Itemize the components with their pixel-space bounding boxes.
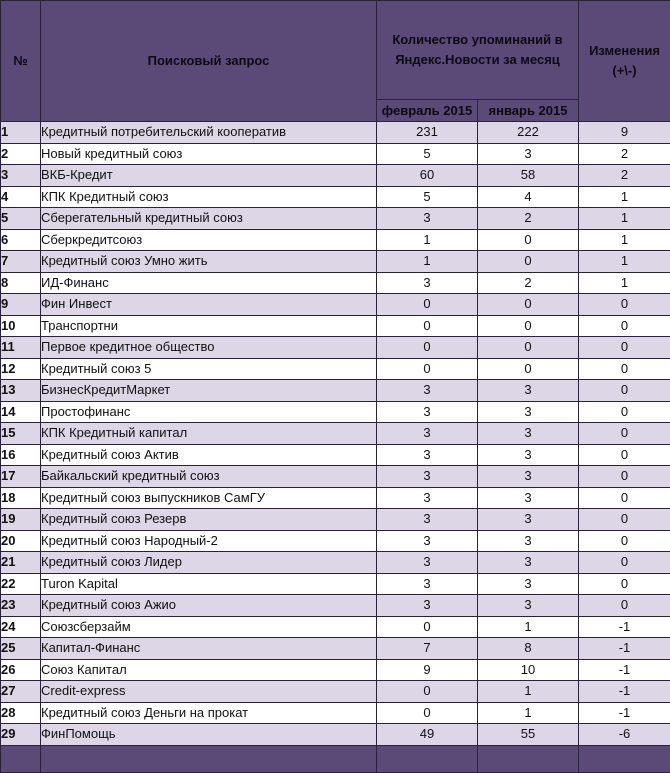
- cell-num: 28: [1, 702, 41, 724]
- cell-jan: 3: [478, 509, 579, 531]
- cell-jan: 58: [478, 165, 579, 187]
- table-row: [1, 294, 670, 316]
- cell-query: Кредитный потребительский кооператив: [41, 122, 377, 144]
- table-row: [1, 595, 670, 617]
- cell-feb: 3: [377, 401, 478, 423]
- cell-change: 0: [579, 530, 670, 552]
- cell-change: 0: [579, 401, 670, 423]
- table-row: [1, 616, 670, 638]
- cell-query: Turon Kapital: [41, 573, 377, 595]
- table-row: [1, 466, 670, 488]
- cell-change: 2: [579, 165, 670, 187]
- cell-jan: 3: [478, 595, 579, 617]
- cell-num: 26: [1, 659, 41, 681]
- cell-query: Кредитный союз Народный-2: [41, 530, 377, 552]
- table-row: [1, 380, 670, 402]
- cell-query: Транспортни: [41, 315, 377, 337]
- cell-query: Кредитный союз Актив: [41, 444, 377, 466]
- cell-num: 12: [1, 358, 41, 380]
- cell-num: 8: [1, 272, 41, 294]
- cell-change: 0: [579, 423, 670, 445]
- cell-feb: 5: [377, 186, 478, 208]
- cell-change: 0: [579, 487, 670, 509]
- table-row: [1, 272, 670, 294]
- cell-jan: 222: [478, 122, 579, 144]
- cell-feb: 3: [377, 487, 478, 509]
- cell-query: Сберегательный кредитный союз: [41, 208, 377, 230]
- table-row: [1, 358, 670, 380]
- cell-num: 25: [1, 638, 41, 660]
- table-row: [1, 423, 670, 445]
- cell-change: 0: [579, 509, 670, 531]
- cell-num: 10: [1, 315, 41, 337]
- cell-change: 0: [579, 337, 670, 359]
- cell-change: -1: [579, 659, 670, 681]
- cell-change: 1: [579, 186, 670, 208]
- cell-change: 1: [579, 272, 670, 294]
- table-row: [1, 444, 670, 466]
- cell-query: ВКБ-Кредит: [41, 165, 377, 187]
- cell-num: 3: [1, 165, 41, 187]
- cell-change: -1: [579, 638, 670, 660]
- cell-jan: 0: [478, 315, 579, 337]
- cell-feb: 7: [377, 638, 478, 660]
- table-row: [1, 208, 670, 230]
- cell-query: Кредитный союз выпускников СамГУ: [41, 487, 377, 509]
- cell-num: 24: [1, 616, 41, 638]
- cell-change: -1: [579, 702, 670, 724]
- cell-num: 16: [1, 444, 41, 466]
- cell-num: 9: [1, 294, 41, 316]
- cell-feb: 3: [377, 509, 478, 531]
- table-row: [1, 638, 670, 660]
- cell-change: -1: [579, 681, 670, 703]
- table-row: [1, 401, 670, 423]
- table-row: [1, 509, 670, 531]
- cell-jan: 3: [478, 401, 579, 423]
- cell-change: 0: [579, 444, 670, 466]
- cell-jan: 1: [478, 681, 579, 703]
- table-row: [1, 337, 670, 359]
- table-row: [1, 681, 670, 703]
- cell-query: Фин Инвест: [41, 294, 377, 316]
- cell-change: 1: [579, 229, 670, 251]
- cell-feb: 1: [377, 251, 478, 273]
- cell-jan: 1: [478, 616, 579, 638]
- cell-num: 21: [1, 552, 41, 574]
- cell-query: КПК Кредитный капитал: [41, 423, 377, 445]
- cell-query: Союзсберзайм: [41, 616, 377, 638]
- table-row: [1, 573, 670, 595]
- cell-num: 19: [1, 509, 41, 531]
- cell-change: 2: [579, 143, 670, 165]
- cell-feb: 3: [377, 573, 478, 595]
- cell-jan: 3: [478, 530, 579, 552]
- cell-query: Кредитный союз Ажио: [41, 595, 377, 617]
- cell-feb: 3: [377, 380, 478, 402]
- cell-jan: 3: [478, 444, 579, 466]
- cell-query: КПК Кредитный союз: [41, 186, 377, 208]
- cell-query: Кредитный союз Деньги на прокат: [41, 702, 377, 724]
- cell-feb: 3: [377, 444, 478, 466]
- cell-jan: 3: [478, 423, 579, 445]
- cell-num: 13: [1, 380, 41, 402]
- cell-feb: 1: [377, 229, 478, 251]
- cell-change: 0: [579, 358, 670, 380]
- table-row: [1, 251, 670, 273]
- cell-query: Credit-express: [41, 681, 377, 703]
- table-row: [1, 122, 670, 144]
- cell-change: 0: [579, 315, 670, 337]
- cell-jan: 0: [478, 337, 579, 359]
- cell-feb: 3: [377, 466, 478, 488]
- cell-jan: 3: [478, 143, 579, 165]
- cell-feb: 0: [377, 681, 478, 703]
- cell-change: 0: [579, 552, 670, 574]
- cell-num: 6: [1, 229, 41, 251]
- cell-query: ИД-Финанс: [41, 272, 377, 294]
- cell-num: 15: [1, 423, 41, 445]
- cell-feb: 0: [377, 616, 478, 638]
- cell-jan: 3: [478, 552, 579, 574]
- cell-jan: 3: [478, 573, 579, 595]
- cell-change: 1: [579, 208, 670, 230]
- cell-feb: 3: [377, 552, 478, 574]
- cell-change: 0: [579, 595, 670, 617]
- table-row: [1, 143, 670, 165]
- cell-jan: 1: [478, 702, 579, 724]
- header-query: Поисковый запрос: [41, 1, 377, 122]
- header-change: Изменения (+\-): [579, 1, 670, 122]
- cell-num: 11: [1, 337, 41, 359]
- cell-feb: 3: [377, 272, 478, 294]
- cell-feb: 0: [377, 315, 478, 337]
- cell-feb: 231: [377, 122, 478, 144]
- cell-jan: 0: [478, 358, 579, 380]
- cell-change: 9: [579, 122, 670, 144]
- cell-num: 18: [1, 487, 41, 509]
- cell-feb: 0: [377, 294, 478, 316]
- header-row: [1, 1, 670, 100]
- cell-jan: 8: [478, 638, 579, 660]
- cell-feb: 49: [377, 724, 478, 746]
- cell-query: Капитал-Финанс: [41, 638, 377, 660]
- cell-jan: 10: [478, 659, 579, 681]
- cell-query: Кредитный союз Умно жить: [41, 251, 377, 273]
- cell-num: 22: [1, 573, 41, 595]
- cell-feb: 0: [377, 337, 478, 359]
- cell-change: 0: [579, 380, 670, 402]
- cell-feb: 0: [377, 702, 478, 724]
- cell-change: 0: [579, 294, 670, 316]
- cell-query: Кредитный союз 5: [41, 358, 377, 380]
- cell-num: 2: [1, 143, 41, 165]
- cell-query: Первое кредитное общество: [41, 337, 377, 359]
- cell-num: 7: [1, 251, 41, 273]
- cell-num: 23: [1, 595, 41, 617]
- cell-query: Кредитный союз Лидер: [41, 552, 377, 574]
- table-row: [1, 530, 670, 552]
- table-row: [1, 724, 670, 746]
- header-feb: февраль 2015: [377, 100, 478, 122]
- table-row: [1, 186, 670, 208]
- cell-num: 4: [1, 186, 41, 208]
- header-num: №: [1, 1, 41, 122]
- cell-feb: 3: [377, 208, 478, 230]
- table-row: [1, 487, 670, 509]
- cell-query: Новый кредитный союз: [41, 143, 377, 165]
- cell-num: 20: [1, 530, 41, 552]
- cell-feb: 5: [377, 143, 478, 165]
- cell-change: 0: [579, 466, 670, 488]
- cell-jan: 3: [478, 466, 579, 488]
- cell-feb: 0: [377, 358, 478, 380]
- table-row: [1, 315, 670, 337]
- cell-jan: 2: [478, 272, 579, 294]
- cell-num: 1: [1, 122, 41, 144]
- cell-jan: 3: [478, 487, 579, 509]
- cell-change: -6: [579, 724, 670, 746]
- cell-change: -1: [579, 616, 670, 638]
- cell-jan: 0: [478, 294, 579, 316]
- cell-feb: 3: [377, 530, 478, 552]
- cell-num: 14: [1, 401, 41, 423]
- header-mentions: Количество упоминаний в Яндекс.Новости за месяц: [377, 1, 579, 100]
- table-row: [1, 165, 670, 187]
- cell-feb: 3: [377, 595, 478, 617]
- table-row: [1, 229, 670, 251]
- cell-query: БизнесКредитМаркет: [41, 380, 377, 402]
- cell-query: ФинПомощь: [41, 724, 377, 746]
- header-jan: январь 2015: [478, 100, 579, 122]
- cell-jan: 55: [478, 724, 579, 746]
- cell-query: Простофинанс: [41, 401, 377, 423]
- cell-query: Союз Капитал: [41, 659, 377, 681]
- cell-feb: 9: [377, 659, 478, 681]
- cell-jan: 4: [478, 186, 579, 208]
- cell-feb: 3: [377, 423, 478, 445]
- cell-feb: 60: [377, 165, 478, 187]
- cell-jan: 0: [478, 251, 579, 273]
- cell-query: Байкальский кредитный союз: [41, 466, 377, 488]
- cell-change: 1: [579, 251, 670, 273]
- table-row: [1, 552, 670, 574]
- cell-jan: 2: [478, 208, 579, 230]
- cell-num: 5: [1, 208, 41, 230]
- cell-num: 17: [1, 466, 41, 488]
- table-row: [1, 702, 670, 724]
- cell-query: Кредитный союз Резерв: [41, 509, 377, 531]
- cell-num: 29: [1, 724, 41, 746]
- cell-jan: 0: [478, 229, 579, 251]
- table-row: [1, 659, 670, 681]
- cell-jan: 3: [478, 380, 579, 402]
- cell-change: 0: [579, 573, 670, 595]
- cell-query: Сберкредитсоюз: [41, 229, 377, 251]
- cell-num: 27: [1, 681, 41, 703]
